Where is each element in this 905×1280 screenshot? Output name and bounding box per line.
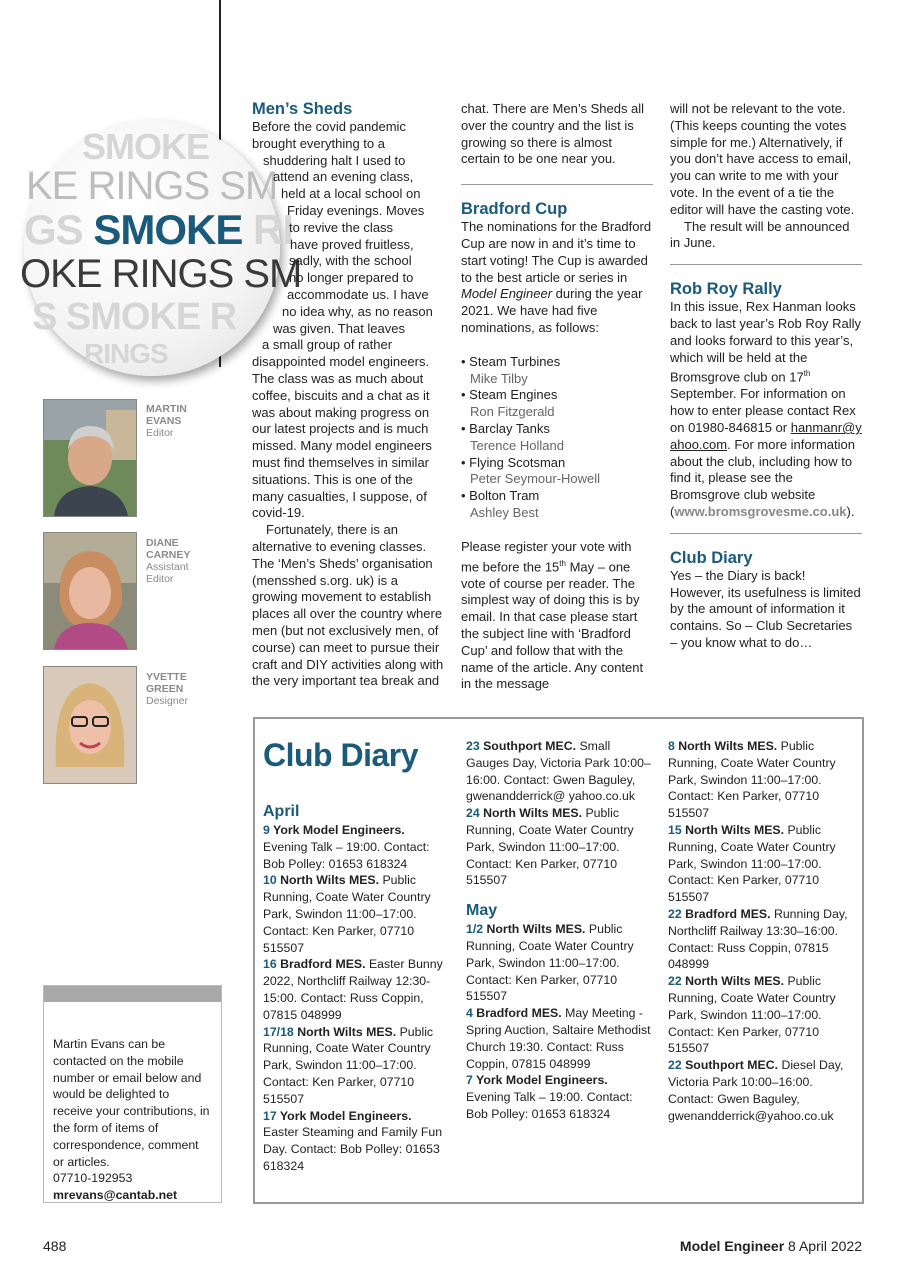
diary-entry [668, 738, 853, 822]
diary-date: 8 [668, 739, 675, 753]
rob-text: In this issue, Rex Hanman looks back to last year’s Rob Roy Rally and looks forward to this year’s, which will be held at the Bromsgrove club on 17 [670, 299, 861, 385]
diary-club: Southport MEC. [483, 739, 577, 753]
diary-entry [668, 1057, 853, 1124]
diary-month: April [263, 803, 300, 820]
diary-date: 16 [263, 957, 277, 972]
vote-text: Please register your vote with me before the 15 [461, 538, 632, 574]
mens-sheds-heading: Men’s Sheds [252, 100, 353, 118]
mens-sheds-p2: Fortunately, there is an alternative to evening classes. The ‘Men’s Sheds’ organisation (mensshed s.org. uk) is a growing movement to establish places all over the country where men (but not exclusively men, of course) can meet to pursue their craft and DIY activities along with the very important tea break and [252, 522, 444, 689]
smoke-rings-logo [20, 120, 302, 376]
diary-club: North Wilts MES. [685, 974, 785, 989]
diary-club: York Model Engineers. [476, 1073, 608, 1088]
nomination-title: • Flying Scotsman [461, 455, 565, 470]
diary-details: Easter Bunny 2022, Northcliff Railway 12:30-15:00. Contact: Russ Coppin, 07815 048999 [263, 957, 443, 1022]
nomination-title: • Steam Engines [461, 387, 557, 402]
diary-club: North Wilts MES. [297, 1024, 397, 1039]
diary-entry-heading [668, 823, 784, 837]
nomination-author: Ashley Best [470, 504, 539, 520]
page-number: 488 [43, 1238, 67, 1254]
nomination-title: • Bolton Tram [461, 488, 539, 503]
nomination-item [461, 488, 653, 522]
diary-details: Evening Talk – 19:00. Contact: Bob Polley: 01653 618324 [263, 839, 430, 871]
nominations-list [461, 354, 653, 522]
diary-entry-heading [263, 1109, 412, 1123]
diary-date: 23 [466, 739, 480, 753]
staff-name: YVETTE GREEN [146, 671, 187, 695]
text-line: no longer prepared to [289, 270, 414, 286]
issue-date: 8 April 2022 [788, 1238, 862, 1254]
diary-date: 1/2 [466, 922, 484, 937]
diary-entry [466, 1072, 651, 1122]
text-line: was given. That leaves [273, 320, 405, 336]
diary-entry-heading [466, 1006, 562, 1020]
diary-column-2 [466, 738, 651, 1123]
diary-details: May Meeting - Spring Auction, Saltaire Methodist Church 19:30. Contact: Russ Coppin, 07815 048999 [466, 1006, 651, 1071]
rob-text: . For more information about the club, including how to find it, please see the Bromsgrove club website ( [670, 436, 855, 520]
diary-date: 22 [668, 1058, 682, 1073]
bradford-cup-heading: Bradford Cup [461, 200, 568, 219]
mens-sheds-shaped-text [252, 119, 445, 354]
column-separator [670, 264, 862, 265]
diary-entry-heading [263, 873, 379, 887]
rob-text: ). [846, 504, 855, 520]
diary-entry-heading [466, 1073, 608, 1087]
diane-carney-photo [43, 532, 137, 650]
diary-club: Bradford MES. [476, 1006, 562, 1021]
diary-club: York Model Engineers. [273, 823, 405, 837]
contact-phone: 07710-192953 [53, 1171, 133, 1186]
diary-date: 22 [668, 974, 682, 989]
magazine-name: Model Engineer [461, 286, 553, 302]
diary-club: North Wilts MES. [483, 806, 583, 821]
nomination-author: Mike Tilby [470, 370, 528, 386]
logo-line-1: SMOKE [82, 126, 210, 167]
diary-title: Club Diary [263, 737, 419, 773]
diary-details: Diesel Day, Victoria Park 10:00–16:00. Contact: Gwen Baguley, gwenandderrick@yahoo.co.uk [668, 1058, 844, 1123]
text-line: have proved fruitless, [290, 236, 414, 252]
column-separator [670, 533, 862, 534]
nomination-item [461, 455, 653, 489]
nomination-item [461, 387, 653, 421]
diary-entry-heading [466, 806, 582, 820]
diary-details: Evening Talk – 19:00. Contact: Bob Polley: 01653 618324 [466, 1090, 633, 1121]
diary-date: 7 [466, 1073, 473, 1088]
diary-details: Public Running, Coate Water Country Park, Swindon 11:00–17:00. Contact: Ken Parker, 07710 515507 [668, 739, 836, 821]
logo-line-2: KE RINGS SM [26, 164, 278, 208]
nomination-item [461, 421, 653, 455]
column-3 [670, 101, 862, 652]
vote-text: May – one vote of course per reader. The simplest way of doing this is by email. In that case please start the subject line with ‘Bradford Cup’ and follow that with the name of the article. Any content in the message [461, 558, 644, 692]
diary-entry-heading [668, 739, 777, 753]
diary-club: North Wilts MES. [280, 873, 380, 888]
contact-email[interactable]: mrevans@cantab.net [53, 1188, 178, 1203]
diary-club: Southport MEC. [685, 1058, 779, 1073]
nomination-author: Terence Holland [470, 437, 564, 453]
column-2 [461, 101, 653, 693]
diary-entry [263, 822, 448, 872]
mens-sheds-article [252, 99, 445, 690]
text-line: no idea why, as no reason [282, 303, 433, 319]
diary-details: Running Day, Northcliff Railway 13:30–16:00. Contact: Russ Coppin, 07815 048999 [668, 906, 848, 972]
diary-club: Bradford MES. [685, 906, 771, 921]
diary-date: 24 [466, 806, 480, 821]
diary-entry-heading [668, 1058, 778, 1072]
diary-entry-heading [466, 739, 576, 753]
yvette-green-photo [43, 666, 137, 784]
diary-entry [263, 956, 448, 1023]
email-link[interactable]: hanmanr@yahoo.com [670, 420, 862, 452]
diary-club: North Wilts MES. [678, 739, 778, 753]
logo-line-5: S SMOKE R [32, 296, 237, 338]
diary-entry-heading [668, 907, 771, 921]
diary-entry [466, 1005, 651, 1072]
diary-date: 17/18 [263, 1024, 294, 1039]
text-line: shuddering halt I used to [263, 152, 406, 168]
diary-details: Public Running, Coate Water Country Park, Swindon 11:00–17:00. Contact: Ken Parker, 07710 515507 [263, 873, 431, 955]
contact-box-bar [44, 986, 221, 1002]
text-line: sadly, with the school [289, 253, 412, 269]
logo-line-3-suffix: RI [242, 206, 294, 253]
staff-martin [146, 403, 198, 439]
diary-details: Public Running, Coate Water Country Park, Swindon 11:00–17:00. Contact: Ken Parker, 07710 515507 [668, 822, 836, 905]
ordinal-suffix: th [803, 369, 811, 379]
diary-details: Public Running, Coate Water Country Park, Swindon 11:00–17:00. Contact: Ken Parker, 07710 515507 [263, 1024, 434, 1106]
rob-roy-text [670, 299, 862, 521]
result-announcement: The result will be announced in June. [670, 218, 850, 251]
diary-date: 15 [668, 822, 682, 837]
club-diary-intro: Yes – the Diary is back! However, its usefulness is limited by the amount of information it contains. So – Club Secretaries – you know what to do… [670, 567, 861, 651]
staff-name: MARTIN EVANS [146, 403, 187, 427]
nomination-title: • Steam Turbines [461, 354, 560, 369]
diary-club: York Model Engineers. [279, 1108, 412, 1123]
diary-entry-heading [263, 823, 405, 837]
bradford-continued: will not be relevant to the vote. (This keeps counting the votes simple for me.) Alternatively, if you don’t have access to email, you can write to me with your vote. In the event of a tie the editor will have the casting vote. [670, 101, 855, 217]
diary-entry-heading [263, 1025, 396, 1039]
diary-entry-heading [263, 957, 366, 971]
text-line: brought everything to a [252, 135, 385, 151]
diary-club: Bradford MES. [280, 957, 366, 972]
club-diary-heading: Club Diary [670, 548, 753, 567]
staff-diane [146, 537, 198, 585]
mens-sheds-p1-rest: disappointed model engineers. The class was as much about coffee, biscuits and a chat as it was about making progress on our latest projects and is much missed. Many model engineers must find themselves in similar situations. This is one of the many casualties, I suppose, of covid-19. [252, 354, 432, 521]
diary-entry [668, 906, 853, 973]
text-line: attend an evening class, [273, 169, 414, 185]
diary-column-1 [263, 802, 448, 1175]
staff-role: Editor [146, 427, 174, 439]
diary-date: 9 [263, 823, 270, 837]
diary-entry [668, 822, 853, 906]
mens-sheds-continued: chat. There are Men’s Sheds all over the country and the list is growing so there is almost certain to be one near you. [461, 101, 645, 167]
text-line: Friday evenings. Moves [287, 202, 425, 218]
diary-details: Easter Steaming and Family Fun Day. Contact: Bob Polley: 01653 618324 [263, 1125, 443, 1173]
diary-month: May [466, 902, 498, 920]
rob-text: September. For information on how to enter please contact Rex on 01980-846815 or [670, 386, 856, 436]
diary-details: Public Running, Coate Water Country Park, Swindon 11:00–17:00. Contact: Ken Parker, 07710 515507 [466, 922, 634, 1004]
text-line: held at a local school on [281, 186, 421, 202]
column-separator [461, 184, 653, 185]
bradford-text: during the year 2021. We have had five nominations, as follows: [461, 286, 643, 335]
diary-entry [668, 973, 853, 1057]
staff-name: DIANE CARNEY [146, 537, 191, 561]
diary-entry-heading [668, 974, 784, 988]
martin-evans-photo [43, 399, 137, 517]
diary-club: North Wilts MES. [685, 822, 785, 837]
nomination-item [461, 354, 653, 388]
diary-entry [466, 921, 651, 1005]
text-line: to revive the class [289, 219, 394, 235]
diary-entry [263, 872, 448, 956]
bradford-text: The nominations for the Bradford Cup are now in and it’s time to start voting! The Cup is awarded to the best article or series in [461, 219, 652, 285]
diary-entry-heading [466, 922, 585, 936]
magazine-title: Model Engineer [679, 1238, 785, 1254]
diary-date: 10 [263, 873, 277, 888]
nomination-author: Ron Fitzgerald [470, 404, 555, 420]
diary-date: 17 [263, 1108, 277, 1123]
diary-details: Public Running, Coate Water Country Park, Swindon 11:00–17:00. Contact: Ken Parker, 07710 515507 [466, 806, 634, 888]
diary-date: 4 [466, 1006, 473, 1021]
logo-line-3-prefix: GS [24, 206, 94, 253]
contact-text: Martin Evans can be contacted on the mobile number or email below and would be delighted to receive your contributions, in the form of items of correspondence, comment or articles. [53, 1037, 210, 1169]
diary-details: Public Running, Coate Water Country Park, Swindon 11:00–17:00. Contact: Ken Parker, 07710 515507 [668, 974, 836, 1056]
diary-entry [263, 1024, 448, 1108]
diary-date: 22 [668, 906, 682, 921]
text-line: accommodate us. I have [287, 286, 429, 302]
vote-instructions [461, 539, 653, 694]
text-line: Before the covid pandemic [252, 119, 406, 134]
logo-line-3-main: SMOKE [93, 206, 243, 253]
bradford-cup-intro [461, 219, 653, 337]
ordinal-suffix: th [559, 558, 566, 568]
logo-line-4: OKE RINGS SM [20, 252, 302, 296]
diary-entry [466, 738, 651, 805]
staff-yvette [146, 671, 198, 707]
staff-role: Assistant Editor [146, 561, 189, 585]
staff-role: Designer [146, 695, 189, 707]
contact-box [43, 985, 222, 1203]
logo-line-6: RINGS [84, 338, 168, 369]
text-line: a small group of rather [262, 337, 393, 353]
nomination-author: Peter Seymour-Howell [470, 471, 601, 487]
diary-column-3 [668, 738, 853, 1124]
rob-roy-heading: Rob Roy Rally [670, 280, 782, 299]
footer-credit [680, 1238, 862, 1254]
club-diary-box [253, 717, 864, 1204]
diary-entry [466, 805, 651, 889]
diary-club: North Wilts MES. [486, 922, 586, 937]
nomination-title: • Barclay Tanks [461, 421, 550, 436]
website-link[interactable]: www.bromsgrovesme.co.uk [674, 504, 847, 520]
diary-entry [263, 1108, 448, 1175]
diary-details: Small Gauges Day, Victoria Park 10:00–16:00. Contact: Gwen Baguley, gwenandderrick@ yahoo.co.uk [466, 739, 651, 804]
